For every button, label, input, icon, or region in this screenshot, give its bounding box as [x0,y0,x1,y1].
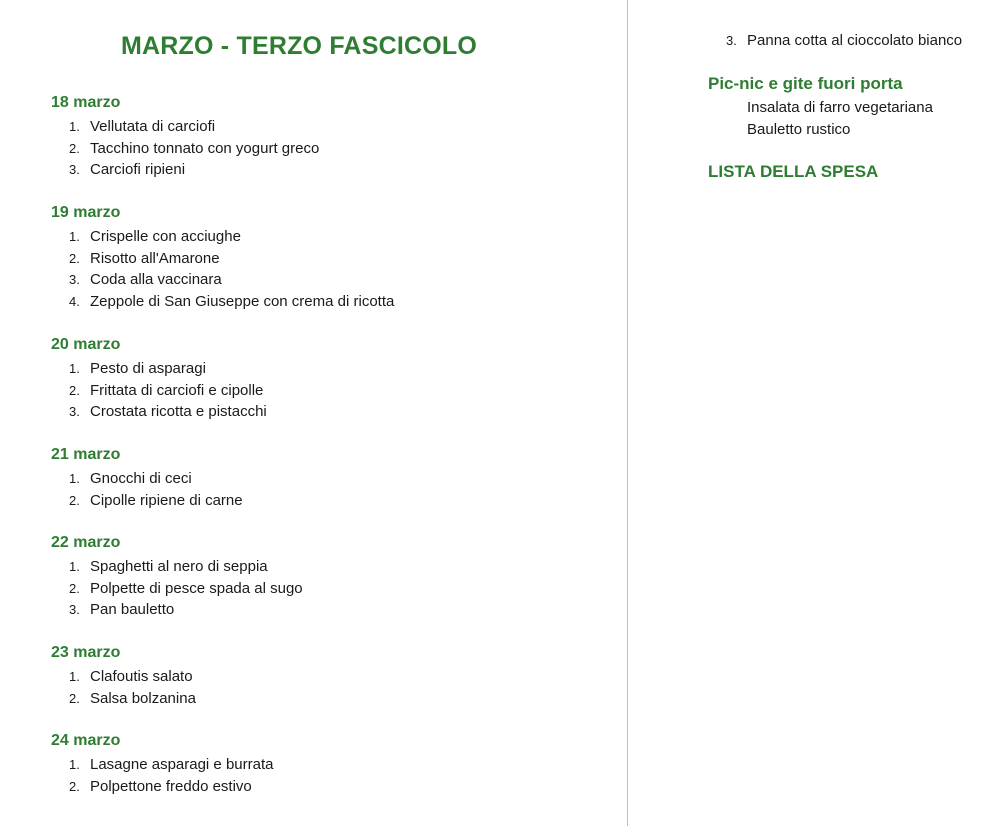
day-section-23 [51,643,611,709]
list-item [51,401,611,423]
recipe-name: Vellutata di carciofi [90,118,216,135]
list-item [51,666,611,688]
item-number: 2. [69,492,80,508]
day-heading: 18 marzo [51,94,121,111]
list-item [51,754,611,776]
item-number: 3. [726,33,737,48]
list-item [51,248,611,270]
item-number: 4. [69,294,80,310]
list-item [51,556,611,578]
item-number: 1. [69,471,80,486]
recipe-name: Tacchino tonnato con yogurt greco [90,139,320,157]
day-section-22 [51,533,611,621]
day-section-20 [51,335,611,423]
day-section-21 [51,445,611,511]
day-section-19 [51,203,611,313]
item-number: 2. [69,690,80,706]
item-number: 1. [69,559,80,574]
list-item [51,226,611,248]
day-section-24 [51,731,611,797]
day-heading: 20 marzo [51,336,121,353]
recipe-list [51,116,611,181]
item-number: 3. [69,272,80,288]
recipe-name: Polpette di pesce spada al sugo [90,579,303,597]
section-heading: Pic-nic e gite fuori porta [708,74,903,93]
list-item [51,599,611,621]
item-number: 2. [69,382,80,398]
recipe-list [51,226,611,313]
list-item [51,578,611,600]
item-number: 2. [69,140,80,156]
day-heading: 21 marzo [51,446,121,463]
list-item [51,291,611,313]
continued-list [708,30,998,52]
picnic-section [708,74,998,140]
recipe-name: Risotto all'Amarone [90,249,220,267]
list-item [51,358,611,380]
recipe-list [51,358,611,423]
shopping-list-section [708,162,998,182]
day-heading: 22 marzo [51,534,121,551]
recipe-name: Pesto di asparagi [90,360,206,377]
recipe-name: Lasagne asparagi e burrata [90,756,274,773]
recipe-name: Crostata ricotta e pistacchi [90,403,267,421]
recipe-list [51,556,611,621]
list-item [51,380,611,402]
list-item [708,30,998,52]
recipe-name: Bauletto rustico [747,120,851,138]
item-number: 2. [69,778,80,794]
item-number: 1. [69,361,80,376]
recipe-name: Coda alla vaccinara [90,271,222,289]
recipe-name: Panna cotta al cioccolato bianco [747,32,963,49]
item-number: 2. [69,250,80,266]
document-title: MARZO - TERZO FASCICOLO [121,32,477,60]
shopping-list-heading: LISTA DELLA SPESA [708,162,879,181]
list-item [51,138,611,160]
list-item [51,269,611,291]
recipe-list [51,666,611,709]
item-number: 3. [69,404,80,420]
recipe-name: Carciofi ripieni [90,161,186,179]
list-item [51,688,611,710]
item-number: 3. [69,602,80,618]
list-item [51,159,611,181]
recipe-name: Clafoutis salato [90,668,193,685]
day-heading: 24 marzo [51,732,121,749]
day-section-18 [51,93,611,181]
recipe-name: Zeppole di San Giuseppe con crema di ricotta [90,293,395,311]
list-item [708,97,998,119]
day-heading: 19 marzo [51,204,121,221]
list-item [51,116,611,138]
item-number: 1. [69,757,80,772]
recipe-name: Spaghetti al nero di seppia [90,558,268,575]
item-number: 1. [69,669,80,684]
list-item [51,468,611,490]
recipe-name: Cipolle ripiene di carne [90,491,243,509]
item-number: 3. [69,162,80,178]
item-number: 1. [69,229,80,244]
list-item [708,119,998,141]
recipe-list [708,97,998,140]
item-number: 1. [69,119,80,134]
list-item [51,490,611,512]
day-heading: 23 marzo [51,644,121,661]
list-item [51,776,611,798]
recipe-list [51,754,611,797]
recipe-name: Polpettone freddo estivo [90,777,252,795]
recipe-name: Crispelle con acciughe [90,228,241,245]
recipe-name: Salsa bolzanina [90,689,196,707]
recipe-name: Gnocchi di ceci [90,470,192,487]
recipe-name: Pan bauletto [90,601,175,619]
recipe-name: Insalata di farro vegetariana [747,99,933,116]
recipe-list [51,468,611,511]
recipe-list [708,30,998,52]
item-number: 2. [69,580,80,596]
page-divider [627,0,628,826]
recipe-name: Frittata di carciofi e cipolle [90,381,264,399]
